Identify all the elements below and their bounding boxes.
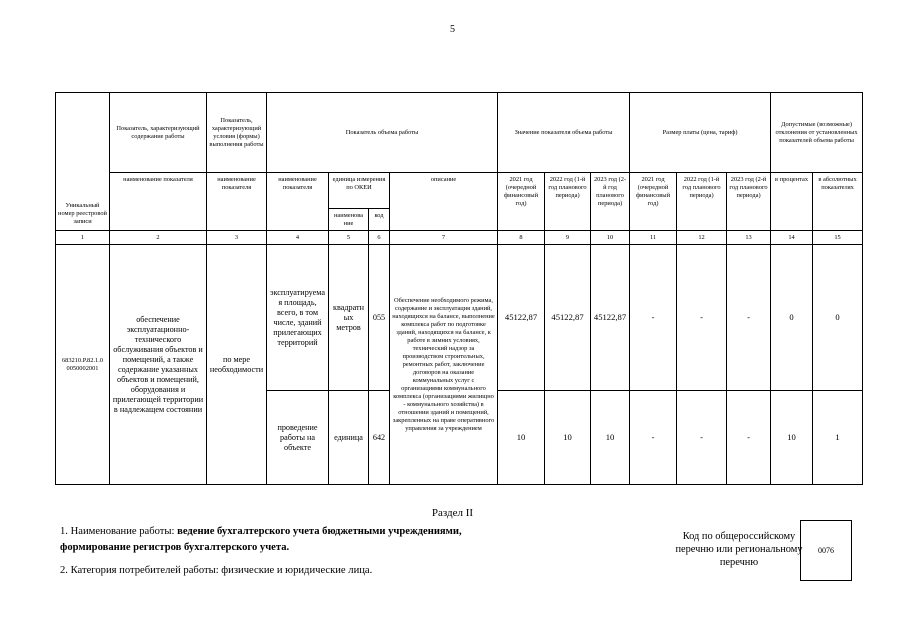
header-okei-code: код xyxy=(369,209,390,231)
column-number: 13 xyxy=(727,231,771,245)
volume-2022: 45122,87 xyxy=(545,245,591,391)
work-volume-table xyxy=(55,92,863,485)
fee-2022: - xyxy=(677,245,727,391)
header-fee-2023: 2023 год (2-й год планового периода) xyxy=(727,173,771,231)
column-number: 5 xyxy=(329,231,369,245)
header-fee-2021: 2021 год (очередной финансовый год) xyxy=(630,173,677,231)
header-name-indicator-1: наименование показателя xyxy=(110,173,207,231)
fee-2023: - xyxy=(727,245,771,391)
code-box xyxy=(800,520,852,581)
unit-name: единица xyxy=(329,391,369,485)
column-number: 6 xyxy=(369,231,390,245)
header-description: описание xyxy=(390,173,498,231)
volume-2023: 10 xyxy=(591,391,630,485)
header-in-percent: в процентах xyxy=(771,173,813,231)
column-number: 7 xyxy=(390,231,498,245)
column-number: 9 xyxy=(545,231,591,245)
header-name-indicator-2: наименование показателя xyxy=(207,173,267,231)
header-volume-2022: 2022 год (1-й год планового периода) xyxy=(545,173,591,231)
header-fee-size: Размер платы (цена, тариф) xyxy=(630,93,771,173)
deviation-absolute: 1 xyxy=(813,391,863,485)
column-number: 12 xyxy=(677,231,727,245)
deviation-percent: 10 xyxy=(771,391,813,485)
deviation-absolute: 0 xyxy=(813,245,863,391)
header-in-absolute: в абсолютных показателях xyxy=(813,173,863,231)
header-volume-value: Значение показателя объема работы xyxy=(498,93,630,173)
page-number: 5 xyxy=(450,24,455,35)
code-label: Код по общероссийскому перечню или региональному перечню xyxy=(675,531,803,568)
column-number: 11 xyxy=(630,231,677,245)
work-content: обеспечение эксплуатационно-технического обслуживания объектов и помещений, а также содержание указанных объектов и помещений, оборудования и прилегающей территории в надлежащем состоянии xyxy=(110,245,207,485)
volume-2022: 10 xyxy=(545,391,591,485)
column-number: 4 xyxy=(267,231,329,245)
volume-2021: 10 xyxy=(498,391,545,485)
header-content-indicator: Показатель, характеризующий содержание работы xyxy=(110,93,207,173)
indicator-name: эксплуатируемая площадь, всего, в том числе, зданий прилегающих территорий xyxy=(267,245,329,391)
header-okei-name: наименова ние xyxy=(329,209,369,231)
column-number: 3 xyxy=(207,231,267,245)
column-number: 15 xyxy=(813,231,863,245)
column-numbers-row xyxy=(56,231,863,245)
deviation-percent: 0 xyxy=(771,245,813,391)
volume-2023: 45122,87 xyxy=(591,245,630,391)
work-conditions: по мере необходимости xyxy=(207,245,267,485)
registry-number: 683210.Р.82.1.0 0050002001 xyxy=(56,245,110,485)
work-name-text: ведение бухгалтерского учета бюджетными учреждениями, формирование регистров бухгалтерского учета. xyxy=(60,526,462,553)
column-number: 14 xyxy=(771,231,813,245)
column-number: 2 xyxy=(110,231,207,245)
unit-code: 642 xyxy=(369,391,390,485)
header-conditions-indicator: Показатель, характеризующий условия (формы) выполнения работы xyxy=(207,93,267,173)
fee-2022: - xyxy=(677,391,727,485)
header-volume-2021: 2021 год (очередной финансовый год) xyxy=(498,173,545,231)
header-volume-indicator: Показатель объема работы xyxy=(267,93,498,173)
work-name-line xyxy=(60,524,530,556)
work-name-prefix: 1. Наименование работы: xyxy=(60,526,178,537)
column-number: 8 xyxy=(498,231,545,245)
unit-name: квадратных метров xyxy=(329,245,369,391)
work-description: Обеспечение необходимого режима, содержание и эксплуатация зданий, находящихся на балансе, выполнение комплекса работ по подготовке зданий, находящихся на балансе, к работе в зимних условиях, технический надзор за производством строительных, ремонтных работ, заключение договоров на оказание коммунальных услуг с организациями коммунального комплекса (организациями жилищно - коммунального хозяйства) в отношении зданий и помещений, закрепленных на праве оперативного управления за учреждением xyxy=(390,245,498,485)
column-number: 10 xyxy=(591,231,630,245)
column-number: 1 xyxy=(56,231,110,245)
volume-2021: 45122,87 xyxy=(498,245,545,391)
section-title: Раздел II xyxy=(431,507,474,519)
indicator-name: проведение работы на объекте xyxy=(267,391,329,485)
header-volume-2023: 2023 год (2-й год планового периода) xyxy=(591,173,630,231)
consumer-category-line: 2. Категория потребителей работы: физические и юридические лица. xyxy=(60,565,373,576)
fee-2021: - xyxy=(630,245,677,391)
fee-2021: - xyxy=(630,391,677,485)
header-unique-number: Уникальный номер реестровой записи xyxy=(56,93,110,231)
code-value: 0076 xyxy=(818,546,834,555)
header-fee-2022: 2022 год (1-й год планового периода) xyxy=(677,173,727,231)
header-name-indicator-3: наименование показателя xyxy=(267,173,329,231)
header-deviations: Допустимые (возможные) отклонения от установленных показателей объема работы xyxy=(771,93,863,173)
header-okei-unit: единица измерения по ОКЕИ xyxy=(329,173,390,209)
fee-2023: - xyxy=(727,391,771,485)
unit-code: 055 xyxy=(369,245,390,391)
table-row xyxy=(56,245,863,391)
